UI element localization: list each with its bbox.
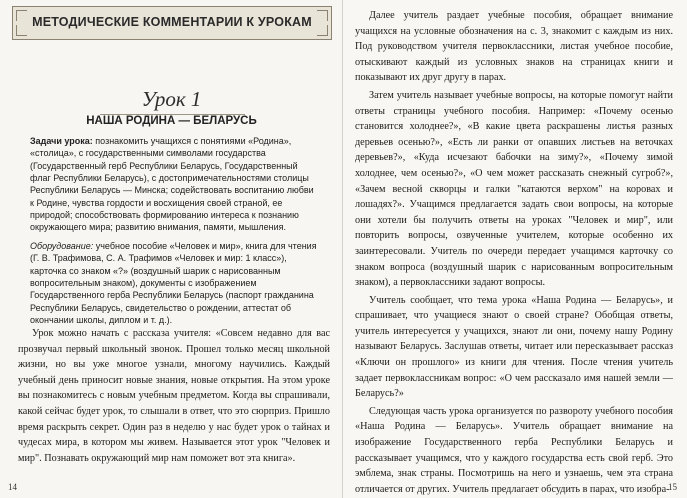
- section-header: МЕТОДИЧЕСКИЕ КОММЕНТАРИИ К УРОКАМ: [32, 15, 312, 29]
- lesson-subtitle: НАША РОДИНА — БЕЛАРУСЬ: [86, 115, 257, 127]
- paragraph: Учитель сообщает, что тема урока «Наша Родина — Беларусь», и спрашивает, что учащиеся знают о своей стране? Обобщая ответы, учитель интересуется у учащихся, знают ли они, почему нашу Родину называют Беларусь. Заслушав ответы, читает или пересказывает рассказ «Ключи он прошлого» из книги для чтения. После чтения учитель задает первоклассникам вопрос: «О чем рассказало имя нашей земли — Беларусь?»: [355, 294, 673, 400]
- right-page: [343, 0, 687, 498]
- lesson-equipment: [30, 240, 320, 326]
- tasks-label: Задачи урока:: [30, 136, 93, 146]
- page-number: 14: [8, 482, 17, 492]
- left-page: [0, 0, 343, 498]
- equipment-label: Оборудование:: [30, 241, 94, 251]
- paragraph: Следующая часть урока организуется по развороту учебного пособия «Наша Родина — Беларусь». Учитель обращает внимание на изображение Государственного герба Республики Беларусь и рассказывает учащимся, что у каждого государства есть свой герб. Это эмблема, знак страны. Посмотришь на него и узнаешь, чем эта страна отличается от других. Учитель предлагает обсудить в парах, что изобра-: [355, 405, 673, 495]
- paragraph: Далее учитель раздает учебные пособия, обращает внимание учащихся на условные обозначения на с. 3, знакомит с каждым из них. Под руководством учителя первоклассники, листая учебное пособие, отыскивают каждый из условных знаков на страницах книги и показывают их друг другу в парах.: [355, 10, 673, 84]
- lesson-title: Урок 1: [141, 87, 202, 111]
- right-body-text: [355, 8, 673, 497]
- tasks-text: познакомить учащихся с понятиями «Родина», «столица», с государственными символами государства (Государственный герб Республики Беларусь, Государственный флаг Республики Беларусь), с достопримечательностями столицы Республики Беларусь — Минска; содействовать воспитанию любви к Родине, чувства гордости и восхищения своей страной, ее природой; способствовать формированию интереса к познанию окружающего мира; развитию внимания, памяти, мышления.: [30, 136, 314, 233]
- paragraph: Урок можно начать с рассказа учителя: «Совсем недавно для вас прозвучал первый школьный звонок. Прошел только месяц школьной жизни, но вы уже многое узнали, многому научились. Каждый учебный день приносит новые знания, новые открытия. На этом уроке вы познакомитесь с новым учебным предметом. Когда вы спрашивали, какой сейчас будет урок, то слышали в ответ, что это сюрприз. Пришло время раскрыть секрет. Один раз в неделю у нас будет урок о тайнах и чудесах мира, в котором мы живем. Называется этот урок "Человек и мир". Познавать окружающий мир нам поможет вот эта книга».: [18, 328, 330, 464]
- page-number: 15: [668, 482, 677, 492]
- header-banner: [12, 6, 332, 40]
- equipment-text: учебное пособие «Человек и мир», книга для чтения (Г. В. Трафимова, С. А. Трафимов «Человек и мир: 1 класс»), карточка со знаком «?» (воздушный шарик с нарисованным вопросительным знаком), документы с изображением Государственного герба Республики Беларусь (паспорт гражданина Республики Беларусь, свидетельство о рождении, аттестат об окончании школы, диплом и т. д.).: [30, 241, 317, 326]
- lesson-tasks: [30, 135, 320, 234]
- left-body-text: [18, 326, 330, 466]
- paragraph: Затем учитель называет учебные вопросы, на которые помогут найти ответы страницы учебного пособия. Например: «Почему осенью становится холоднее?», «В какие цвета раскрашены листья разных деревьев осенью?», «Есть ли ранки от опавших листьев на веточках деревьев?», «Куда исчезают бабочки на зиму?», «Почему зимой холоднее, чем осенью?», «О чем может рассказать снежный сугроб?», «Зачем весной скворцы и галки "катаются верхом" на коровах и лошадях?». Учащимся предлагается задать свои вопросы, на которые они хотели бы получить ответы на уроках "Человек и мир", или повторить вопросы, озвученные учителем, которые особенно их заинтересовали. Учитель по очереди передает учащимся карточку со знаком вопроса (воздушный шарик с нарисованным вопросительным знаком), а первоклассники задают вопросы.: [355, 89, 673, 289]
